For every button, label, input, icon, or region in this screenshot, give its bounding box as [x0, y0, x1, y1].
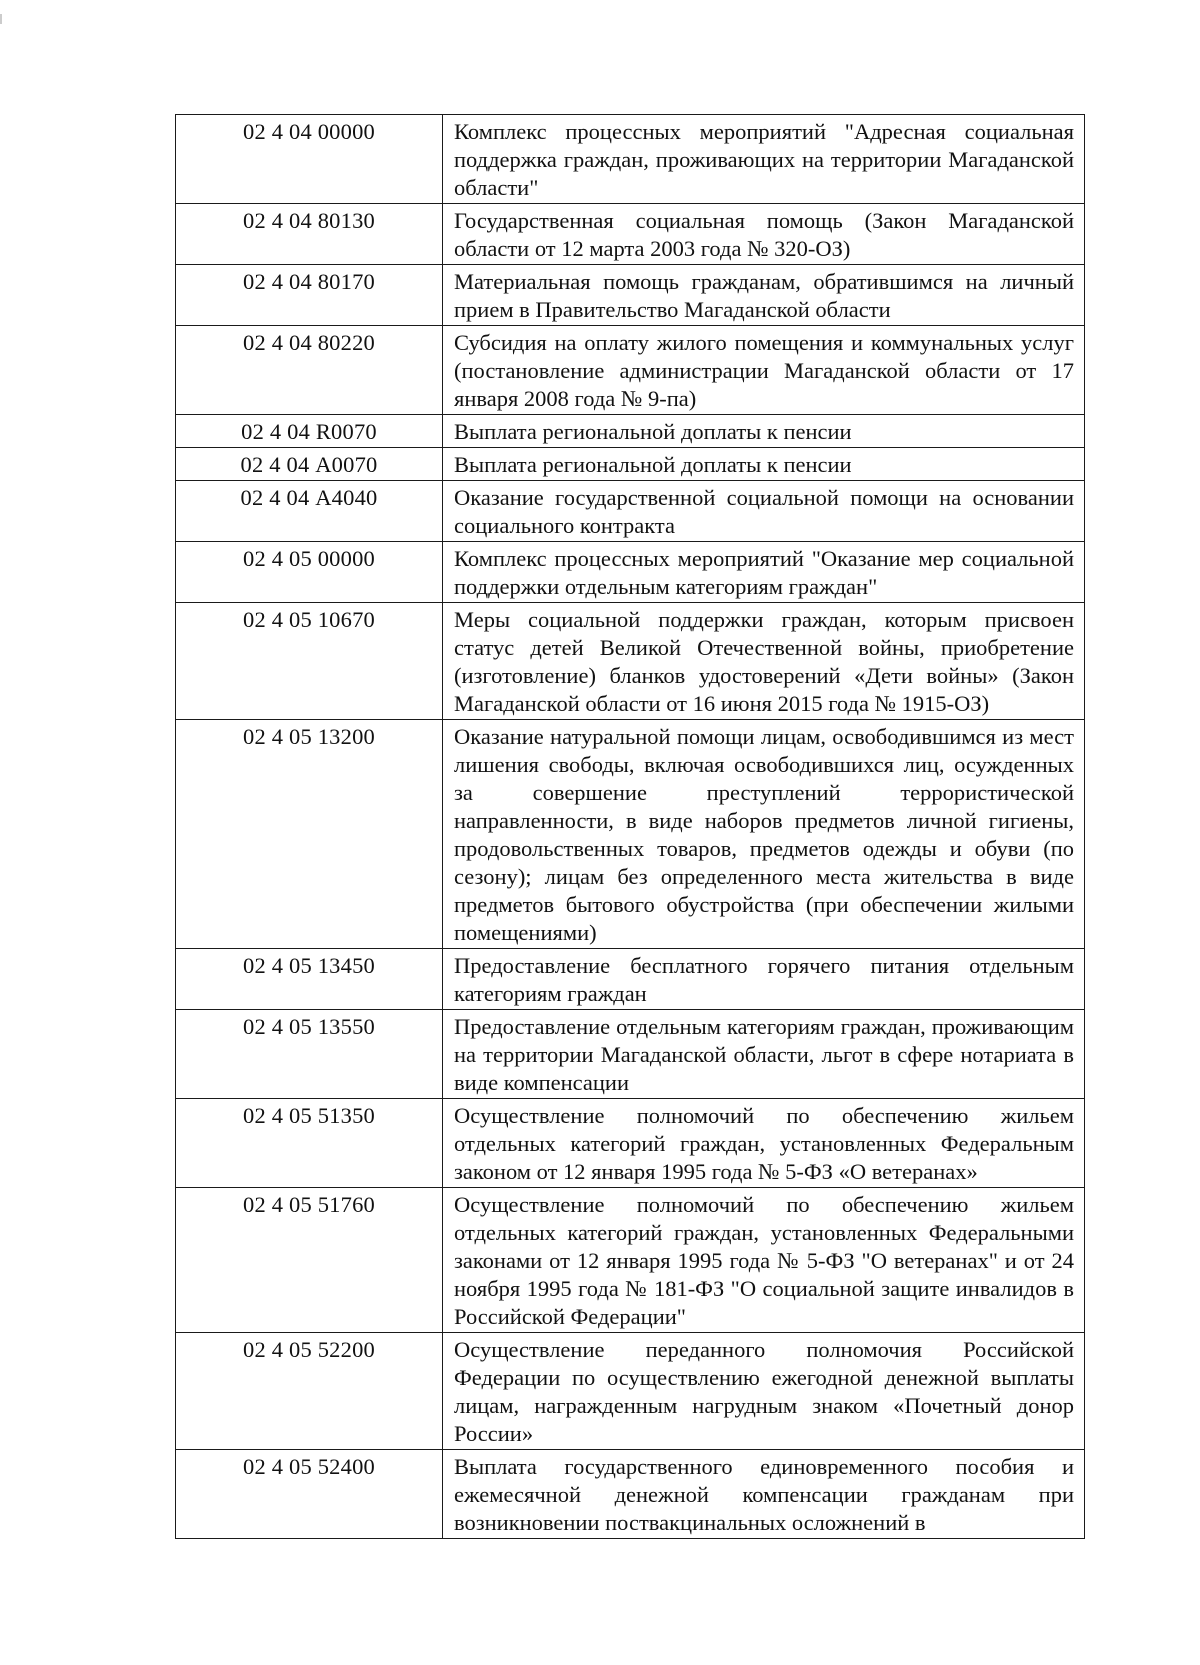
table-row: [176, 720, 1085, 949]
budget-classification-table: [175, 114, 1085, 1539]
code-cell: 02 4 04 А0070: [176, 448, 443, 481]
table-row: [176, 1333, 1085, 1450]
description-cell: Осуществление переданного полномочия Российской Федерации по осуществлению ежегодной денежной выплаты лицам, награжденным нагрудным знаком «Почетный донор России»: [443, 1333, 1085, 1450]
code-cell: 02 4 05 52200: [176, 1333, 443, 1450]
code-cell: 02 4 05 51350: [176, 1099, 443, 1188]
code-cell: 02 4 05 00000: [176, 542, 443, 603]
description-cell: Государственная социальная помощь (Закон Магаданской области от 12 марта 2003 года № 320-ОЗ): [443, 204, 1085, 265]
code-cell: 02 4 05 10670: [176, 603, 443, 720]
table-row: [176, 204, 1085, 265]
table-row: [176, 115, 1085, 204]
scan-edge-mark: [0, 14, 2, 24]
description-cell: Комплекс процессных мероприятий "Оказание мер социальной поддержки отдельным категориям граждан": [443, 542, 1085, 603]
description-cell: Предоставление бесплатного горячего питания отдельным категориям граждан: [443, 949, 1085, 1010]
table-row: [176, 1010, 1085, 1099]
code-cell: 02 4 04 80220: [176, 326, 443, 415]
description-cell: Оказание государственной социальной помощи на основании социального контракта: [443, 481, 1085, 542]
code-cell: 02 4 04 R0070: [176, 415, 443, 448]
table-row: [176, 481, 1085, 542]
description-cell: Субсидия на оплату жилого помещения и коммунальных услуг (постановление администрации Магаданской области от 17 января 2008 года № 9-па): [443, 326, 1085, 415]
table-row: [176, 1450, 1085, 1539]
description-cell: Осуществление полномочий по обеспечению жильем отдельных категорий граждан, установленных Федеральными законами от 12 января 1995 года № 5-ФЗ "О ветеранах" и от 24 ноября 1995 года № 181-ФЗ "О социальной защите инвалидов в Российской Федерации": [443, 1188, 1085, 1333]
description-cell: Комплекс процессных мероприятий "Адресная социальная поддержка граждан, проживающих на территории Магаданской области": [443, 115, 1085, 204]
code-cell: 02 4 04 00000: [176, 115, 443, 204]
description-cell: Оказание натуральной помощи лицам, освободившимся из мест лишения свободы, включая освободившихся лиц, осужденных за совершение преступлений террористической направленности, в виде наборов предметов личной гигиены, продовольственных товаров, предметов одежды и обуви (по сезону); лицам без определенного места жительства в виде предметов бытового обустройства (при обеспечении жилыми помещениями): [443, 720, 1085, 949]
table-row: [176, 1188, 1085, 1333]
code-cell: 02 4 04 80130: [176, 204, 443, 265]
description-cell: Осуществление полномочий по обеспечению жильем отдельных категорий граждан, установленных Федеральным законом от 12 января 1995 года № 5-ФЗ «О ветеранах»: [443, 1099, 1085, 1188]
table-row: [176, 949, 1085, 1010]
description-cell: Выплата региональной доплаты к пенсии: [443, 448, 1085, 481]
table-row: [176, 448, 1085, 481]
code-cell: 02 4 05 13550: [176, 1010, 443, 1099]
table-row: [176, 415, 1085, 448]
description-cell: Предоставление отдельным категориям граждан, проживающим на территории Магаданской области, льгот в сфере нотариата в виде компенсации: [443, 1010, 1085, 1099]
code-cell: 02 4 05 51760: [176, 1188, 443, 1333]
table-row: [176, 326, 1085, 415]
description-cell: Выплата государственного единовременного пособия и ежемесячной денежной компенсации гражданам при возникновении поствакцинальных осложнений в: [443, 1450, 1085, 1539]
description-cell: Материальная помощь гражданам, обратившимся на личный прием в Правительство Магаданской области: [443, 265, 1085, 326]
code-cell: 02 4 04 80170: [176, 265, 443, 326]
code-cell: 02 4 05 13200: [176, 720, 443, 949]
description-cell: Меры социальной поддержки граждан, которым присвоен статус детей Великой Отечественной войны, приобретение (изготовление) бланков удостоверений «Дети войны» (Закон Магаданской области от 16 июня 2015 года № 1915-ОЗ): [443, 603, 1085, 720]
table-row: [176, 1099, 1085, 1188]
table-row: [176, 542, 1085, 603]
table-row: [176, 603, 1085, 720]
code-cell: 02 4 05 13450: [176, 949, 443, 1010]
code-cell: 02 4 05 52400: [176, 1450, 443, 1539]
code-cell: 02 4 04 А4040: [176, 481, 443, 542]
table-row: [176, 265, 1085, 326]
description-cell: Выплата региональной доплаты к пенсии: [443, 415, 1085, 448]
